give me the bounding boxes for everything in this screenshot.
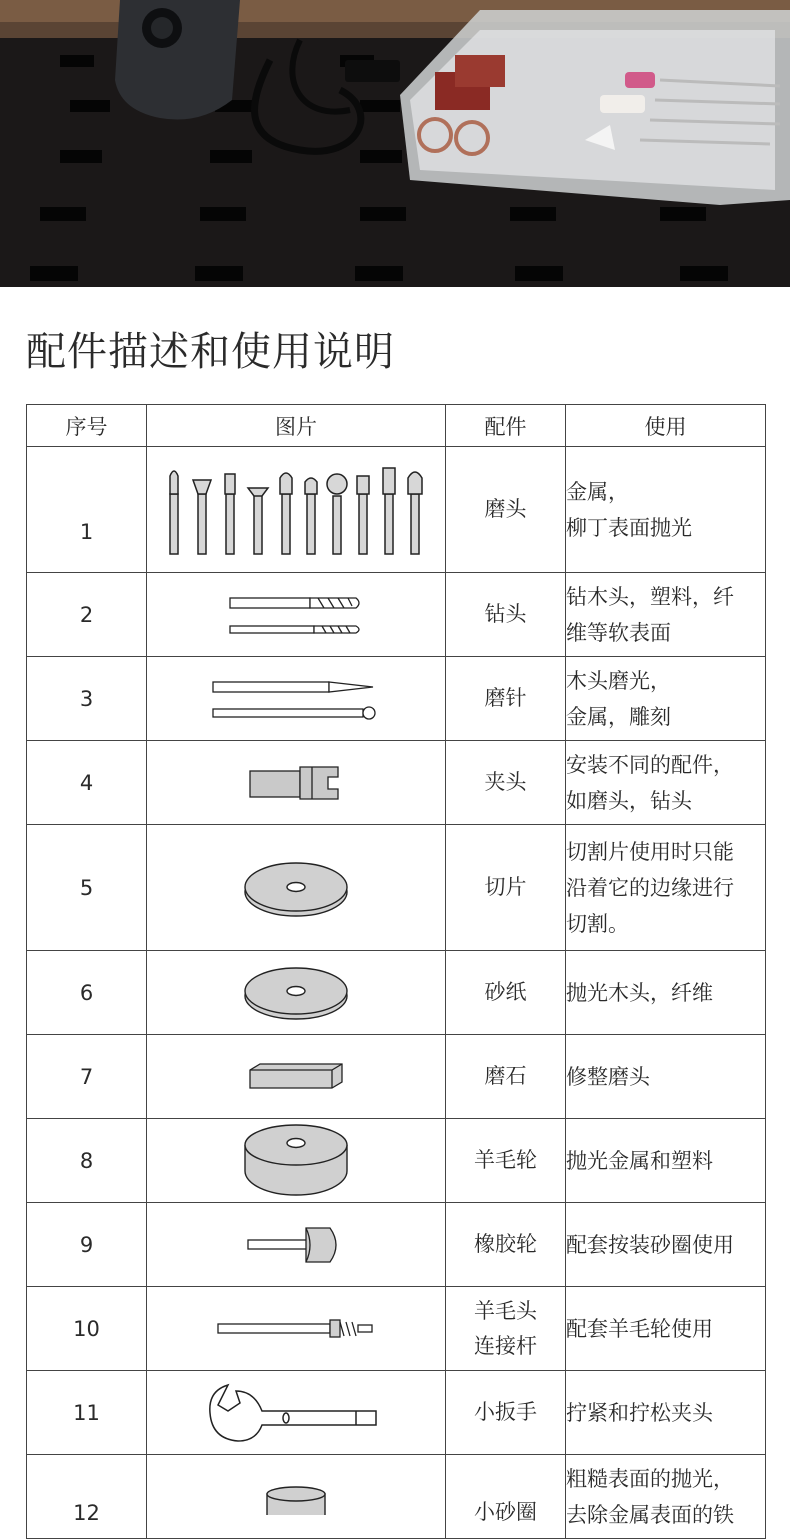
usage-text [566,1371,766,1455]
cutting-disc-icon [241,856,351,920]
row-number: 9 [27,1203,147,1287]
header-number: 序号 [27,405,147,447]
row-number: 6 [27,951,147,1035]
accessory-name: 羊毛轮 [446,1119,566,1203]
accessory-name: 小砂圈 [446,1455,566,1539]
page-title: 配件描述和使用说明 [26,329,395,375]
usage-line: 拧紧和拧松夹头 [566,1400,713,1425]
usage-line: 安装不同的配件， [566,752,734,777]
usage-line: 配套按装砂圈使用 [566,1232,734,1257]
usage-text [566,1203,766,1287]
usage-text [566,825,766,951]
usage-line: 切割。 [566,911,629,936]
usage-line: 切割片使用时只能 [566,839,734,864]
wrench-icon [206,1381,386,1445]
accessory-table [26,404,766,1539]
usage-line: 修整磨头 [566,1064,650,1089]
usage-line: 配套羊毛轮使用 [566,1316,713,1341]
accessory-name: 磨针 [446,657,566,741]
usage-text [566,447,766,573]
table-row [27,657,766,741]
row-number: 11 [27,1371,147,1455]
table-row [27,573,766,657]
usage-text [566,1287,766,1371]
table-row [27,741,766,825]
usage-line: 维等软表面 [566,620,671,645]
row-number: 1 [27,447,147,573]
row-number: 8 [27,1119,147,1203]
usage-line: 金属，雕刻 [566,704,671,729]
table-row [27,1371,766,1455]
rubber-wheel-icon [246,1222,346,1268]
usage-text [566,741,766,825]
header-usage: 使用 [566,405,766,447]
usage-text [566,657,766,741]
row-number: 4 [27,741,147,825]
usage-line: 抛光木头，纤维 [566,980,713,1005]
usage-text [566,1035,766,1119]
header-accessory: 配件 [446,405,566,447]
usage-text [566,951,766,1035]
row-number: 10 [27,1287,147,1371]
accessory-name: 磨头 [446,447,566,573]
accessory-name: 橡胶轮 [446,1203,566,1287]
accessory-name: 小扳手 [446,1371,566,1455]
collet-icon [246,763,346,803]
accessory-name [446,1287,566,1371]
table-row [27,1203,766,1287]
accessory-name-line: 羊毛头 [474,1298,537,1323]
mandrel-icon [216,1316,376,1342]
header-image: 图片 [147,405,446,447]
drill-bits-icon [226,590,366,640]
usage-line: 钻木头，塑料，纤 [566,584,734,609]
usage-text [566,1119,766,1203]
sanding-disc-icon [241,963,351,1023]
row-number: 7 [27,1035,147,1119]
usage-line: 抛光金属和塑料 [566,1148,713,1173]
accessory-name: 磨石 [446,1035,566,1119]
table-row [27,447,766,573]
engraving-pins-icon [211,674,381,724]
accessory-name: 切片 [446,825,566,951]
dressing-stone-icon [246,1060,346,1094]
usage-line: 沿着它的边缘进行 [566,875,734,900]
table-row [27,1455,766,1539]
accessory-name: 钻头 [446,573,566,657]
usage-line: 去除金属表面的铁 [566,1503,734,1527]
felt-wheel-icon [241,1123,351,1199]
usage-line: 如磨头，钻头 [566,788,692,813]
table-row [27,825,766,951]
usage-line: 金属， [566,479,629,504]
table-header-row [27,405,766,447]
accessory-name: 砂纸 [446,951,566,1035]
row-number: 2 [27,573,147,657]
grinding-heads-icon [156,460,436,560]
table-row [27,1035,766,1119]
table-row [27,1287,766,1371]
usage-text [566,573,766,657]
sanding-band-icon [264,1485,328,1515]
usage-text [566,1455,766,1539]
accessory-name: 夹头 [446,741,566,825]
row-number: 3 [27,657,147,741]
row-number: 5 [27,825,147,951]
accessory-name-line: 连接杆 [474,1333,537,1358]
table-row [27,1119,766,1203]
usage-line: 木头磨光， [566,668,671,693]
table-row [27,951,766,1035]
usage-line: 粗糙表面的抛光， [566,1467,734,1491]
row-number: 12 [27,1455,147,1539]
usage-line: 柳丁表面抛光 [566,515,692,540]
product-photo [0,0,790,287]
